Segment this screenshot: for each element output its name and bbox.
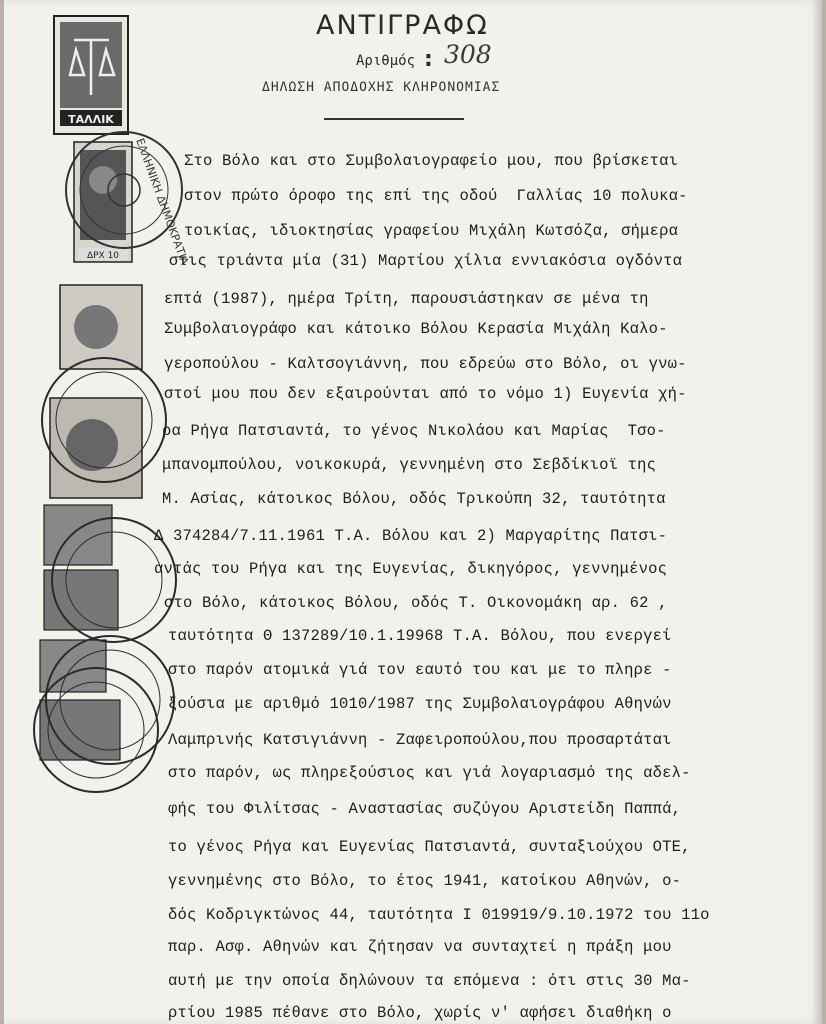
body-line: στοί μου που δεν εξαιρούνται από το νόμο 1) Ευγενία χή- (164, 385, 687, 403)
body-line: ξούσια με αριθμό 1010/1987 της Συμβολαιογράφου Αθηνών (168, 695, 672, 713)
body-line: δός Κοδριγκτώνος 44, ταυτότητα Ι 019919/9.10.1972 του 11ο (168, 906, 710, 924)
seal-text: ΕΛΛΗΝΙΚΗ ΔΗΜΟΚΡΑΤΙΑ (133, 136, 192, 267)
document-page (4, 0, 822, 1024)
body-line: Μ. Ασίας, κάτοικος Βόλου, οδός Τρικούπη 32, ταυτότητα (162, 490, 666, 508)
body-line: γεροπούλου - Καλτσογιάννη, που εδρεύω στο Βόλο, οι γνω- (164, 355, 687, 373)
title-underline (324, 118, 464, 120)
body-line: στις τριάντα μία (31) Μαρτίου χίλια εννιακόσια ογδόντα (169, 252, 683, 270)
body-line: το γένος Ρήγα και Ευγενίας Πατσιαντά, συνταξιούχου ΟΤΕ, (168, 838, 691, 856)
revenue-label: ΔΡΧ 10 (86, 251, 120, 261)
body-line: ρτίου 1985 πέθανε στο Βόλο, χωρίς ν' αφήσει διαθήκη ο (168, 1004, 672, 1022)
body-line: φής του Φιλίτσας - Αναστασίας συζύγου Αριστείδη Παππά, (168, 800, 682, 818)
body-line: στον πρώτο όροφο της επί της οδού Γαλλίας 10 πολυκα- (184, 187, 688, 205)
body-line: Δ 374284/7.11.1961 Τ.Α. Βόλου και 2) Μαργαρίτης Πατσι- (154, 527, 668, 545)
body-line: στο παρόν, ως πληρεξούσιος και γιά λογαριασμό της αδελ- (168, 764, 691, 782)
body-line: στο Βόλο, κάτοικος Βόλου, οδός Τ. Οικονομάκη αρ. 62 , (164, 594, 668, 612)
body-line: Συμβολαιογράφο και κάτοικο Βόλου Κερασία Μιχάλη Καλο- (164, 320, 668, 338)
body-line: Στο Βόλο και στο Συμβολαιογραφείο μου, που βρίσκεται (184, 152, 679, 170)
body-line: στο παρόν ατομικά γιά τον εαυτό του και με το πληρε - (168, 661, 672, 679)
top-revenue-stamp (54, 16, 128, 134)
body-line: γεννημένης στο Βόλο, το έτος 1941, κατοίκου Αθηνών, ο- (168, 872, 682, 890)
body-line: ρα Ρήγα Πατσιαντά, το γένος Νικολάου και Μαρίας Τσο- (162, 422, 666, 440)
body-line: τοικίας, ιδιοκτησίας γραφείου Μιχάλη Κωτσόζα, σήμερα (184, 222, 679, 240)
body-line: μπανομπούλου, νοικοκυρά, γεννημένη στο Σεβδίκιοϊ της (162, 456, 657, 474)
number-colon: : (424, 47, 433, 72)
body-line: αυτή με την οποία δηλώνουν τα επόμενα : ότι στις 30 Μα- (168, 972, 691, 990)
body-line: επτά (1987), ημέρα Τρίτη, παρουσιάστηκαν σε μένα τη (164, 290, 649, 308)
body-line: Λαμπρινής Κατσιγιάννη - Ζαφειροπούλου,που προσαρτάται (168, 731, 672, 749)
number-label: Αριθμός (356, 53, 416, 69)
document-title: ΑΝΤΙΓΡΑΦΩ (316, 10, 489, 41)
top-stamp-value: ΤΑΛΛΙΚ (68, 113, 114, 126)
body-line: παρ. Ασφ. Αθηνών και ζήτησαν να συνταχτεί η πράξη μου (168, 938, 672, 956)
document-number: 308 (444, 40, 492, 69)
body-line: αντάς του Ρήγα και της Ευγενίας, δικηγόρος, γεννημένος (154, 560, 668, 578)
body-line: ταυτότητα Θ 137289/10.1.19968 Τ.Α. Βόλου, που ενεργεί (168, 627, 672, 645)
document-subtitle: ΔΗΛΩΣΗ ΑΠΟΔΟΧΗΣ ΚΛΗΡΟΝΟΜΙΑΣ (262, 80, 501, 95)
